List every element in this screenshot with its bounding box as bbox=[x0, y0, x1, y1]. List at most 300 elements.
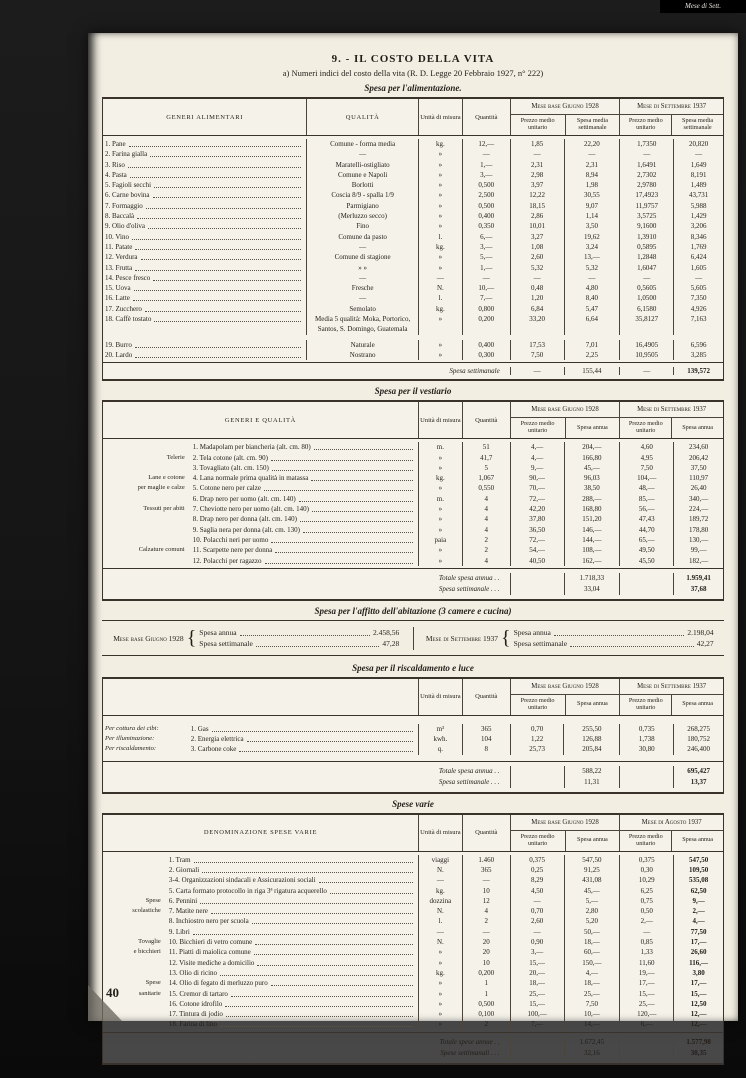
item-quantity: 1,— bbox=[462, 263, 510, 273]
misc-table-row bbox=[103, 978, 723, 988]
col-header-unita: Unità di misura bbox=[418, 99, 462, 135]
dot-leader bbox=[135, 242, 301, 250]
spesa-1928: 18,— bbox=[564, 978, 620, 988]
item-name: 12. Polacchi per ragazzo bbox=[192, 556, 262, 565]
item-name: 7. Formaggio bbox=[105, 201, 143, 210]
item-name-cell bbox=[103, 304, 306, 314]
item-unit: m³ bbox=[418, 724, 462, 734]
clothing-table-header bbox=[103, 402, 723, 439]
price-1928: 2,60 bbox=[510, 916, 564, 926]
misc-table-row bbox=[103, 937, 723, 947]
dot-leader bbox=[135, 340, 301, 348]
item-unit: » bbox=[418, 160, 462, 170]
spesa-1937: 17,— bbox=[673, 937, 723, 947]
price-1928: 6,84 bbox=[510, 304, 564, 314]
item-unit: » bbox=[418, 180, 462, 190]
item-name: 10. Vino bbox=[105, 232, 129, 241]
food-table bbox=[102, 97, 724, 381]
spesa-1928: 7,50 bbox=[564, 999, 620, 1009]
dot-leader bbox=[226, 1009, 413, 1017]
food-table-row bbox=[103, 211, 723, 221]
spesa-1928: 18,— bbox=[564, 937, 620, 947]
item-quantity: 6,— bbox=[462, 232, 510, 242]
spesa-1937: 12,— bbox=[673, 1019, 723, 1029]
spesa-1937: 1,769 bbox=[673, 242, 723, 252]
col-group-giugno-1928 bbox=[510, 402, 620, 438]
item-name-cell bbox=[103, 232, 306, 242]
spesa-1928: 2,31 bbox=[564, 160, 620, 170]
item-name-cell bbox=[191, 442, 418, 452]
item-name-cell bbox=[103, 221, 306, 231]
dot-leader bbox=[272, 463, 413, 471]
group-label: Spese bbox=[145, 896, 161, 904]
group-label bbox=[103, 927, 167, 937]
dot-leader bbox=[133, 293, 301, 301]
group-label: sanitarie bbox=[138, 989, 161, 997]
spesa-1928: 108,— bbox=[564, 545, 620, 555]
spesa-1928: 162,— bbox=[564, 556, 620, 566]
price-1937: 25,— bbox=[619, 999, 673, 1009]
misc-table-body bbox=[103, 852, 723, 1032]
item-quantity: 10,— bbox=[462, 283, 510, 293]
item-quality: Comune - forma media bbox=[306, 139, 418, 149]
spesa-1937: 12,— bbox=[673, 1009, 723, 1019]
dot-leader bbox=[129, 139, 302, 147]
clothing-table-row bbox=[103, 463, 723, 473]
dot-leader bbox=[570, 638, 694, 647]
item-name-cell bbox=[103, 180, 306, 190]
clothing-table-row bbox=[103, 494, 723, 504]
spesa-1928: — bbox=[564, 273, 620, 283]
dot-leader bbox=[145, 304, 301, 312]
price-1937: 11,9757 bbox=[619, 201, 673, 211]
item-quantity: 0,500 bbox=[462, 201, 510, 211]
item-quantity: 1.460 bbox=[462, 855, 510, 865]
month-header-1937: Mese di Settembre 1937 bbox=[620, 402, 723, 418]
group-label: Telerie bbox=[166, 453, 185, 461]
price-1937: 44,70 bbox=[619, 525, 673, 535]
spesa-1928: — bbox=[564, 149, 620, 159]
month-header-1928: Mese base Giugno 1928 bbox=[511, 402, 620, 418]
item-quantity: 0,500 bbox=[462, 999, 510, 1009]
item-name: 16. Latte bbox=[105, 294, 130, 303]
month-header-agosto-1937: Mese di Agosto 1937 bbox=[620, 815, 723, 831]
item-name: 2. Farina gialla bbox=[105, 150, 148, 159]
spesa-1928: 1,14 bbox=[564, 211, 620, 221]
price-1928: 2,60 bbox=[510, 252, 564, 262]
total-annua-label: Totale spesa annua . . bbox=[438, 766, 500, 775]
price-1928: 1,85 bbox=[510, 139, 564, 149]
dot-leader bbox=[319, 875, 413, 883]
item-name: 6. Pennini bbox=[168, 896, 198, 905]
col-group-agosto-1937 bbox=[619, 815, 723, 851]
month-header-1928: Mese base Giugno 1928 bbox=[511, 679, 620, 695]
item-name: 2. Tela cotone (alt. cm. 90) bbox=[192, 453, 268, 462]
item-name-cell bbox=[103, 314, 306, 335]
item-name: 1. Tram bbox=[168, 855, 191, 864]
item-quality: Nostrano bbox=[306, 350, 418, 360]
item-unit: » bbox=[418, 514, 462, 524]
item-unit: — bbox=[418, 273, 462, 283]
price-1928: — bbox=[510, 927, 564, 937]
item-name-cell bbox=[103, 283, 306, 293]
item-quantity: 0,350 bbox=[462, 221, 510, 231]
item-quantity: 1 bbox=[462, 989, 510, 999]
spesa-1928: 30,55 bbox=[564, 190, 620, 200]
dot-leader bbox=[554, 627, 684, 636]
price-1928: 4,50 bbox=[510, 886, 564, 896]
rent-1937-month: Mese di Settembre 1937 bbox=[425, 633, 498, 643]
item-name-cell bbox=[167, 865, 418, 875]
subcol-spesa-annua: Spesa annua bbox=[671, 418, 723, 438]
dot-leader bbox=[128, 160, 301, 168]
food-table-row bbox=[103, 283, 723, 293]
item-quality: Comune e Napoli bbox=[306, 170, 418, 180]
item-quality: (Merluzzo secco) bbox=[306, 211, 418, 221]
food-table-row bbox=[103, 314, 723, 335]
item-name-cell bbox=[191, 463, 418, 473]
divider bbox=[102, 655, 724, 658]
misc-table-row bbox=[103, 968, 723, 978]
price-1937: — bbox=[619, 927, 673, 937]
rent-section bbox=[102, 627, 724, 650]
spesa-1937: — bbox=[673, 149, 723, 159]
item-name: 20. Lardo bbox=[105, 350, 133, 359]
page-subtitle: a) Numeri indici del costo della vita (R. D. Legge 20 Febbraio 1927, n° 222) bbox=[282, 68, 544, 78]
clothing-table-row bbox=[103, 535, 723, 545]
price-1937: 35,8127 bbox=[619, 314, 673, 335]
spesa-1937: 246,400 bbox=[673, 744, 723, 754]
misc-total-annua-1928: 1.672,45 bbox=[579, 1037, 605, 1046]
food-table-body bbox=[103, 136, 723, 362]
item-name: 11. Scarpette nere per donna bbox=[192, 546, 273, 555]
dot-leader bbox=[193, 927, 413, 935]
rent-1928-block bbox=[102, 627, 411, 650]
food-table-row bbox=[103, 139, 723, 149]
heating-table-header bbox=[103, 679, 723, 716]
item-name-cell bbox=[103, 350, 306, 360]
spesa-1937: 3,80 bbox=[673, 968, 723, 978]
item-name-cell bbox=[191, 514, 418, 524]
group-label: Tessuti per abiti bbox=[143, 505, 185, 513]
price-1937: 4,95 bbox=[619, 453, 673, 463]
item-unit: l. bbox=[418, 232, 462, 242]
food-total-p37: — bbox=[619, 367, 673, 375]
spesa-1928: 50,— bbox=[564, 927, 620, 937]
group-label: e bicchieri bbox=[133, 948, 161, 956]
item-name-cell bbox=[103, 242, 306, 252]
spesa-1937: 2,— bbox=[673, 906, 723, 916]
item-unit: » bbox=[418, 999, 462, 1009]
item-name: 11. Piatti di maiolica comune bbox=[168, 948, 251, 957]
group-label: scolastiche bbox=[132, 907, 161, 915]
misc-table-row bbox=[103, 865, 723, 875]
price-1928: 1,08 bbox=[510, 242, 564, 252]
misc-table-row bbox=[103, 1009, 723, 1019]
col-header-generi-qualita: GENERI E QUALITÀ bbox=[224, 416, 297, 424]
item-name: 11. Patate bbox=[105, 242, 133, 251]
price-1937: 11,60 bbox=[619, 958, 673, 968]
item-quality: — bbox=[306, 149, 418, 159]
spesa-1928: 6,64 bbox=[564, 314, 620, 335]
spesa-1928: 22,20 bbox=[564, 139, 620, 149]
item-quality: Media 5 qualità: Moka, Portorico, Santos, S. Domingo, Guatemala bbox=[306, 314, 418, 335]
spesa-1928: 126,88 bbox=[563, 734, 619, 744]
item-unit: m. bbox=[418, 494, 462, 504]
item-name-cell bbox=[167, 855, 418, 865]
group-label bbox=[103, 968, 167, 978]
group-label bbox=[103, 875, 167, 885]
item-name: 3. Tovagliato (alt. cm. 150) bbox=[192, 463, 269, 472]
price-1937: 15,— bbox=[619, 989, 673, 999]
spesa-1937: 1,649 bbox=[673, 160, 723, 170]
misc-table-header bbox=[103, 815, 723, 852]
spesa-1928: 38,50 bbox=[564, 483, 620, 493]
misc-table-row bbox=[103, 875, 723, 885]
section-heading-spese-varie: Spese varie bbox=[392, 798, 434, 809]
price-1928: 90,— bbox=[510, 473, 564, 483]
dot-leader bbox=[330, 886, 413, 894]
misc-table-row bbox=[103, 886, 723, 896]
spesa-1928: 45,— bbox=[564, 886, 620, 896]
item-name-cell bbox=[189, 744, 418, 754]
item-name: 1. Madapolam per biancheria (alt. cm. 80) bbox=[192, 443, 311, 452]
heating-table bbox=[102, 677, 724, 794]
dot-leader bbox=[135, 350, 301, 358]
dot-leader bbox=[146, 201, 302, 209]
food-total-label: Spesa settimanale bbox=[449, 367, 500, 376]
item-quality: Fresche bbox=[306, 283, 418, 293]
month-header-1937: Mese di Settembre 1937 bbox=[620, 679, 723, 695]
item-unit: » bbox=[418, 463, 462, 473]
col-group-settembre-1937 bbox=[619, 402, 723, 438]
spesa-1937: 77,50 bbox=[673, 927, 723, 937]
subcol-spesa-annua: Spesa annua bbox=[565, 831, 620, 851]
dot-leader bbox=[200, 896, 413, 904]
item-unit: kwh. bbox=[418, 734, 462, 744]
item-quantity: 1,067 bbox=[462, 473, 510, 483]
item-unit: kg. bbox=[418, 304, 462, 314]
price-1928: 0,48 bbox=[510, 283, 564, 293]
rent-annua-1928: 2.458,56 bbox=[373, 628, 400, 638]
spesa-1928: 9,07 bbox=[564, 201, 620, 211]
item-unit: N. bbox=[418, 906, 462, 916]
price-1928: 1,20 bbox=[510, 293, 564, 303]
rent-sett-label: Spesa settimanale bbox=[199, 639, 253, 649]
price-1928: 3,— bbox=[510, 947, 564, 957]
price-1937: 10,29 bbox=[619, 875, 673, 885]
spesa-1937: 340,— bbox=[673, 494, 723, 504]
item-unit: kg. bbox=[418, 886, 462, 896]
spesa-1937: 1,429 bbox=[673, 211, 723, 221]
subcol-prezzo: Prezzo medio unitario bbox=[628, 832, 663, 847]
spesa-1937: 189,72 bbox=[673, 514, 723, 524]
section-heading-vestiario: Spesa per il vestiario bbox=[374, 386, 452, 397]
item-quantity: 4 bbox=[462, 504, 510, 514]
item-unit: » bbox=[418, 989, 462, 999]
col-group-settembre-1937 bbox=[619, 679, 723, 715]
food-table-row bbox=[103, 293, 723, 303]
price-1928: 2,31 bbox=[510, 160, 564, 170]
spesa-1937: 8,191 bbox=[673, 170, 723, 180]
item-unit: » bbox=[418, 504, 462, 514]
total-settimanale-label: Spesa settimanale . . . bbox=[438, 777, 500, 786]
page-curl bbox=[88, 985, 122, 1021]
item-name: 4. Pasta bbox=[105, 170, 127, 179]
category-label: Per riscaldamento: bbox=[105, 745, 157, 753]
price-1928: 40,50 bbox=[510, 556, 564, 566]
spesa-1937: 1,605 bbox=[673, 263, 723, 273]
col-header-qualita: QUALITÀ bbox=[306, 99, 418, 135]
price-1928: 18,15 bbox=[510, 201, 564, 211]
price-1937: 0,85 bbox=[619, 937, 673, 947]
item-name: 14. Pesce fresco bbox=[105, 273, 151, 282]
item-name: 16. Cotone idrofilo bbox=[168, 999, 223, 1008]
spesa-1937: 178,80 bbox=[673, 525, 723, 535]
price-1937: 0,375 bbox=[619, 855, 673, 865]
spesa-1937: 4,— bbox=[673, 916, 723, 926]
spesa-1928: 60,— bbox=[564, 947, 620, 957]
item-name-cell bbox=[191, 535, 418, 545]
item-quantity: 4 bbox=[462, 906, 510, 916]
item-quantity: 4 bbox=[462, 494, 510, 504]
food-total-p28: — bbox=[510, 367, 564, 375]
item-unit: » bbox=[418, 149, 462, 159]
item-quantity: 0,800 bbox=[462, 304, 510, 314]
price-1937: 6,25 bbox=[619, 886, 673, 896]
spesa-1937: 7,350 bbox=[673, 293, 723, 303]
price-1928: 0,70 bbox=[510, 906, 564, 916]
price-1937: 1,3910 bbox=[619, 232, 673, 242]
item-name-cell bbox=[189, 734, 418, 744]
clothing-total-rows bbox=[103, 568, 723, 599]
item-quantity: 8 bbox=[462, 744, 510, 754]
price-1928: 0,25 bbox=[510, 865, 564, 875]
item-quantity: 12,— bbox=[462, 139, 510, 149]
item-unit: » bbox=[418, 170, 462, 180]
total-settimanale-label: Spesa settimanale . . . bbox=[438, 584, 500, 593]
item-name-cell bbox=[191, 545, 418, 555]
item-quantity: 365 bbox=[462, 865, 510, 875]
item-unit: » bbox=[418, 453, 462, 463]
dot-leader bbox=[271, 978, 413, 986]
spesa-1928: 8,94 bbox=[564, 170, 620, 180]
price-1928: 8,29 bbox=[510, 875, 564, 885]
price-1937: 2,9780 bbox=[619, 180, 673, 190]
divider bbox=[102, 620, 724, 623]
spesa-1928: 8,40 bbox=[564, 293, 620, 303]
corner-tab-label: Mese di Sett. bbox=[685, 2, 721, 10]
item-name-cell bbox=[191, 504, 418, 514]
dot-leader bbox=[220, 968, 413, 976]
dot-leader bbox=[247, 734, 413, 742]
price-1937: 17,— bbox=[619, 978, 673, 988]
item-name: 14. Olio di fegato di merluzzo puro bbox=[168, 979, 268, 988]
item-name: 8. Inchiostro nero per scuola bbox=[168, 917, 249, 926]
subcol-spesa-annua: Spesa annua bbox=[565, 695, 620, 715]
item-unit: » bbox=[418, 221, 462, 231]
price-1937: 0,5895 bbox=[619, 242, 673, 252]
spesa-1937: 62,50 bbox=[673, 886, 723, 896]
spesa-1937: 535,08 bbox=[673, 875, 723, 885]
price-1928: 33,20 bbox=[510, 314, 564, 335]
item-unit: paia bbox=[418, 535, 462, 545]
item-quantity: — bbox=[462, 149, 510, 159]
spesa-1928: 14,— bbox=[564, 1019, 620, 1029]
subcol-spesa-settimanale: Spesa media settimanale bbox=[565, 115, 620, 135]
price-1937: 4,60 bbox=[619, 442, 673, 452]
dot-leader bbox=[130, 170, 302, 178]
item-name: 3-4. Organizzazioni sindacali e Assicurazioni sociali bbox=[168, 876, 316, 885]
dot-leader bbox=[240, 627, 370, 636]
item-name: 5. Cotone nero per calze bbox=[192, 484, 261, 493]
clothing-table-row bbox=[103, 442, 723, 452]
spesa-1937: 116,— bbox=[673, 958, 723, 968]
price-1928: 72,— bbox=[510, 494, 564, 504]
misc-table-row bbox=[103, 1019, 723, 1029]
item-quantity: 0,200 bbox=[462, 968, 510, 978]
price-1928: 12,22 bbox=[510, 190, 564, 200]
item-name-cell bbox=[103, 252, 306, 262]
item-unit: dozzina bbox=[418, 896, 462, 906]
month-header-1928: Mese base Giugno 1928 bbox=[511, 99, 620, 115]
price-1928: 100,— bbox=[510, 1009, 564, 1019]
item-name: 3. Riso bbox=[105, 160, 125, 169]
heating-table-row bbox=[103, 724, 723, 734]
price-1928: 17,53 bbox=[510, 340, 564, 350]
page-title: 9. - IL COSTO DELLA VITA bbox=[331, 53, 495, 65]
price-1928: 2,98 bbox=[510, 170, 564, 180]
item-quality: Naturale bbox=[306, 340, 418, 350]
price-1937: 0,75 bbox=[619, 896, 673, 906]
item-unit: » bbox=[418, 556, 462, 566]
rent-annua-1937: 2.198,04 bbox=[687, 628, 714, 638]
price-1937: 49,50 bbox=[619, 545, 673, 555]
item-name-cell bbox=[167, 927, 418, 937]
spesa-1937: 26,60 bbox=[673, 947, 723, 957]
spesa-1928: 168,80 bbox=[564, 504, 620, 514]
spesa-1937: 37,50 bbox=[673, 463, 723, 473]
price-1937: 0,50 bbox=[619, 906, 673, 916]
spesa-1928: 288,— bbox=[564, 494, 620, 504]
price-1928: 15,— bbox=[510, 999, 564, 1009]
spesa-1928: 166,80 bbox=[564, 453, 620, 463]
item-unit: — bbox=[418, 875, 462, 885]
item-quality: Comune da pasto bbox=[306, 232, 418, 242]
misc-table-row bbox=[103, 906, 723, 916]
spesa-1937: 6,596 bbox=[673, 340, 723, 350]
item-quality: — bbox=[306, 242, 418, 252]
food-table-row bbox=[103, 304, 723, 314]
clothing-table-row bbox=[103, 556, 723, 566]
price-1937: 1,2848 bbox=[619, 252, 673, 262]
item-unit: — bbox=[418, 927, 462, 937]
subcol-prezzo: Prezzo medio unitario bbox=[628, 420, 663, 435]
price-1928: 15,— bbox=[510, 958, 564, 968]
col-group-giugno-1928 bbox=[510, 815, 620, 851]
item-name-cell bbox=[103, 201, 306, 211]
spesa-1937: 99,— bbox=[673, 545, 723, 555]
item-name-cell bbox=[103, 160, 306, 170]
clothing-total-annua-1937: 1.959,41 bbox=[686, 573, 711, 582]
food-table-header bbox=[103, 99, 723, 136]
item-quantity: — bbox=[462, 875, 510, 885]
price-1937: 1,738 bbox=[619, 734, 673, 744]
item-quantity: 7,— bbox=[462, 293, 510, 303]
item-name-cell bbox=[191, 556, 418, 566]
spesa-1928: 2,80 bbox=[564, 906, 620, 916]
group-label bbox=[103, 958, 167, 968]
